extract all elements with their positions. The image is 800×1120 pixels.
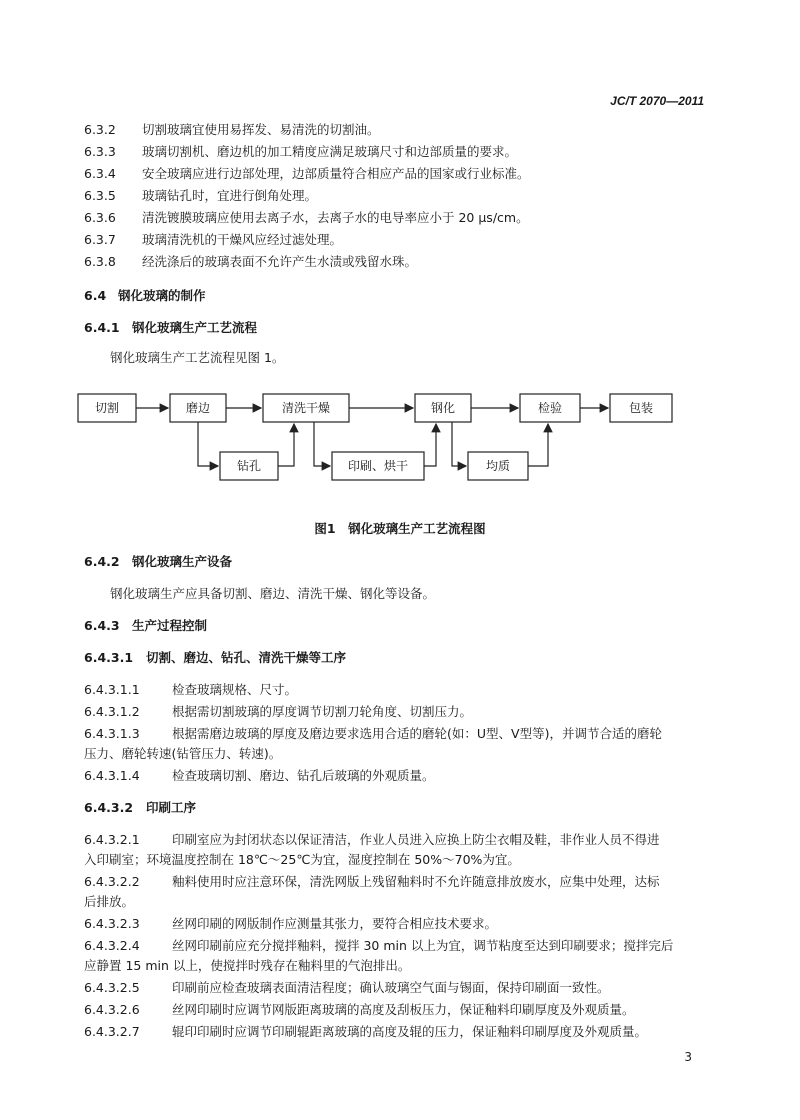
flow-label-homog: 均质 — [485, 459, 510, 473]
section-number: 6.4.3.2 — [84, 800, 134, 815]
section-title: 钢化玻璃的制作 — [118, 288, 206, 303]
flow-label-edge: 磨边 — [185, 401, 210, 415]
clause-6-4-3-1-2 — [84, 702, 714, 722]
clause-6-4-3-2-6 — [84, 1000, 714, 1020]
clause-number: 6.3.5 — [84, 188, 116, 203]
clause-text: 安全玻璃应进行边部处理，边部质量符合相应产品的国家或行业标准。 — [142, 166, 530, 181]
clause-text: 根据需切割玻璃的厚度调节切割刀轮角度、切割压力。 — [172, 704, 473, 719]
clause-number: 6.3.2 — [84, 122, 116, 137]
clause-text: 印刷室应为封闭状态以保证清洁，作业人员进入应换上防尘衣帽及鞋，非作业人员不得进 — [172, 832, 660, 847]
document-number: JC/T 2070—2011 — [610, 94, 704, 108]
clause-6-4-3-2-4-cont: 应静置 15 min 以上，使搅拌时残存在釉料里的气泡排出。 — [84, 958, 411, 973]
process-flow-diagram — [70, 378, 710, 490]
clause-6-4-3-2-1-cont: 入印刷室；环境温度控制在 18℃～25℃为宜，湿度控制在 50%～70%为宜。 — [84, 852, 520, 867]
clause-text: 丝网印刷的网版制作应测量其张力，要符合相应技术要求。 — [172, 916, 498, 931]
clause-text: 丝网印刷前应充分搅拌釉料，搅拌 30 min 以上为宜，调节粘度至达到印刷要求；搅拌完后 — [172, 938, 674, 953]
section-number: 6.4.2 — [84, 554, 120, 569]
clause-6-4-3-2-2 — [84, 872, 714, 892]
section-number: 6.4.3 — [84, 618, 120, 633]
flow-label-wash: 清洗干燥 — [281, 401, 330, 415]
flow-label-pack: 包装 — [628, 401, 653, 415]
clause-6-4-3-1-3-cont: 压力、磨轮转速(钻管压力、转速)。 — [84, 746, 282, 761]
clause-number: 6.4.3.2.2 — [84, 874, 140, 889]
clause-number: 6.4.3.2.3 — [84, 916, 140, 931]
clause-6-3-8 — [84, 252, 714, 272]
flow-label-temper: 钢化 — [430, 401, 455, 415]
clause-6-3-4 — [84, 164, 714, 184]
clause-6-4-3-1-4 — [84, 766, 714, 786]
clause-6-4-3-2-1 — [84, 830, 714, 850]
clause-number: 6.4.3.2.7 — [84, 1024, 140, 1039]
flow-label-print: 印刷、烘干 — [347, 459, 408, 473]
flow-label-cut: 切割 — [94, 401, 119, 415]
clause-6-4-3-2-2-cont: 后排放。 — [84, 894, 135, 909]
clause-number: 6.3.3 — [84, 144, 116, 159]
clause-number: 6.4.3.2.4 — [84, 938, 140, 953]
section-title: 钢化玻璃生产设备 — [132, 554, 233, 569]
clause-6-4-3-2-4 — [84, 936, 714, 956]
section-title: 切割、磨边、钻孔、清洗干燥等工序 — [146, 650, 347, 665]
clause-6-3-5 — [84, 186, 714, 206]
section-title: 生产过程控制 — [132, 618, 208, 633]
clause-text: 丝网印刷时应调节网版距离玻璃的高度及刮板压力，保证釉料印刷厚度及外观质量。 — [172, 1002, 635, 1017]
clause-6-4-3-1-3 — [84, 724, 714, 744]
clause-6-3-6 — [84, 208, 714, 228]
page-number: 3 — [684, 1050, 692, 1064]
paragraph-6-4-2: 钢化玻璃生产应具备切割、磨边、清洗干燥、钢化等设备。 — [110, 586, 436, 601]
section-number: 6.4.1 — [84, 320, 120, 335]
clause-text: 釉料使用时应注意环保，清洗网版上残留釉料时不允许随意排放废水，应集中处理，达标 — [172, 874, 660, 889]
section-number: 6.4.3.1 — [84, 650, 134, 665]
section-title: 钢化玻璃生产工艺流程 — [132, 320, 258, 335]
clause-number: 6.3.7 — [84, 232, 116, 247]
clause-text: 根据需磨边玻璃的厚度及磨边要求选用合适的磨轮(如：U型、V型等)，并调节合适的磨轮 — [172, 726, 662, 741]
clause-6-4-3-2-5 — [84, 978, 714, 998]
section-heading-6-4-3 — [84, 616, 714, 636]
clause-6-4-3-2-7 — [84, 1022, 714, 1042]
clause-6-3-2 — [84, 120, 714, 140]
section-heading-6-4-1 — [84, 318, 714, 338]
clause-number: 6.4.3.1.4 — [84, 768, 140, 783]
clause-text: 玻璃切割机、磨边机的加工精度应满足玻璃尺寸和边部质量的要求。 — [142, 144, 518, 159]
clause-number: 6.4.3.2.5 — [84, 980, 140, 995]
clause-6-4-3-1-1 — [84, 680, 714, 700]
clause-number: 6.4.3.1.1 — [84, 682, 140, 697]
clause-text: 检查玻璃切割、磨边、钻孔后玻璃的外观质量。 — [172, 768, 435, 783]
figure-caption: 图1 钢化玻璃生产工艺流程图 — [314, 521, 486, 536]
clause-text: 玻璃钻孔时，宜进行倒角处理。 — [142, 188, 318, 203]
clause-number: 6.4.3.1.2 — [84, 704, 140, 719]
clause-text: 切割玻璃宜使用易挥发、易清洗的切割油。 — [142, 122, 380, 137]
clause-6-4-3-2-3 — [84, 914, 714, 934]
section-heading-6-4-3-1 — [84, 648, 714, 668]
paragraph-6-4-1: 钢化玻璃生产工艺流程见图 1。 — [110, 350, 285, 365]
clause-6-3-7 — [84, 230, 714, 250]
clause-number: 6.4.3.2.1 — [84, 832, 140, 847]
clause-number: 6.3.6 — [84, 210, 116, 225]
clause-text: 经洗涤后的玻璃表面不允许产生水渍或残留水珠。 — [142, 254, 418, 269]
flow-label-drill: 钻孔 — [236, 459, 261, 473]
section-heading-6-4-3-2 — [84, 798, 714, 818]
clause-text: 检查玻璃规格、尺寸。 — [172, 682, 298, 697]
clause-number: 6.4.3.1.3 — [84, 726, 140, 741]
section-heading-6-4-2 — [84, 552, 714, 572]
section-title: 印刷工序 — [146, 800, 197, 815]
section-heading-6-4 — [84, 286, 714, 306]
clause-text: 印刷前应检查玻璃表面清洁程度；确认玻璃空气面与锡面，保持印刷面一致性。 — [172, 980, 610, 995]
clause-number: 6.3.8 — [84, 254, 116, 269]
clause-number: 6.3.4 — [84, 166, 116, 181]
clause-text: 清洗镀膜玻璃应使用去离子水，去离子水的电导率应小于 20 μs/cm。 — [142, 210, 529, 225]
flow-label-inspect: 检验 — [537, 401, 562, 415]
clause-text: 玻璃清洗机的干燥风应经过滤处理。 — [142, 232, 343, 247]
clause-text: 辊印印刷时应调节印刷辊距离玻璃的高度及辊的压力，保证釉料印刷厚度及外观质量。 — [172, 1024, 648, 1039]
section-number: 6.4 — [84, 288, 107, 303]
clause-6-3-3 — [84, 142, 714, 162]
clause-number: 6.4.3.2.6 — [84, 1002, 140, 1017]
